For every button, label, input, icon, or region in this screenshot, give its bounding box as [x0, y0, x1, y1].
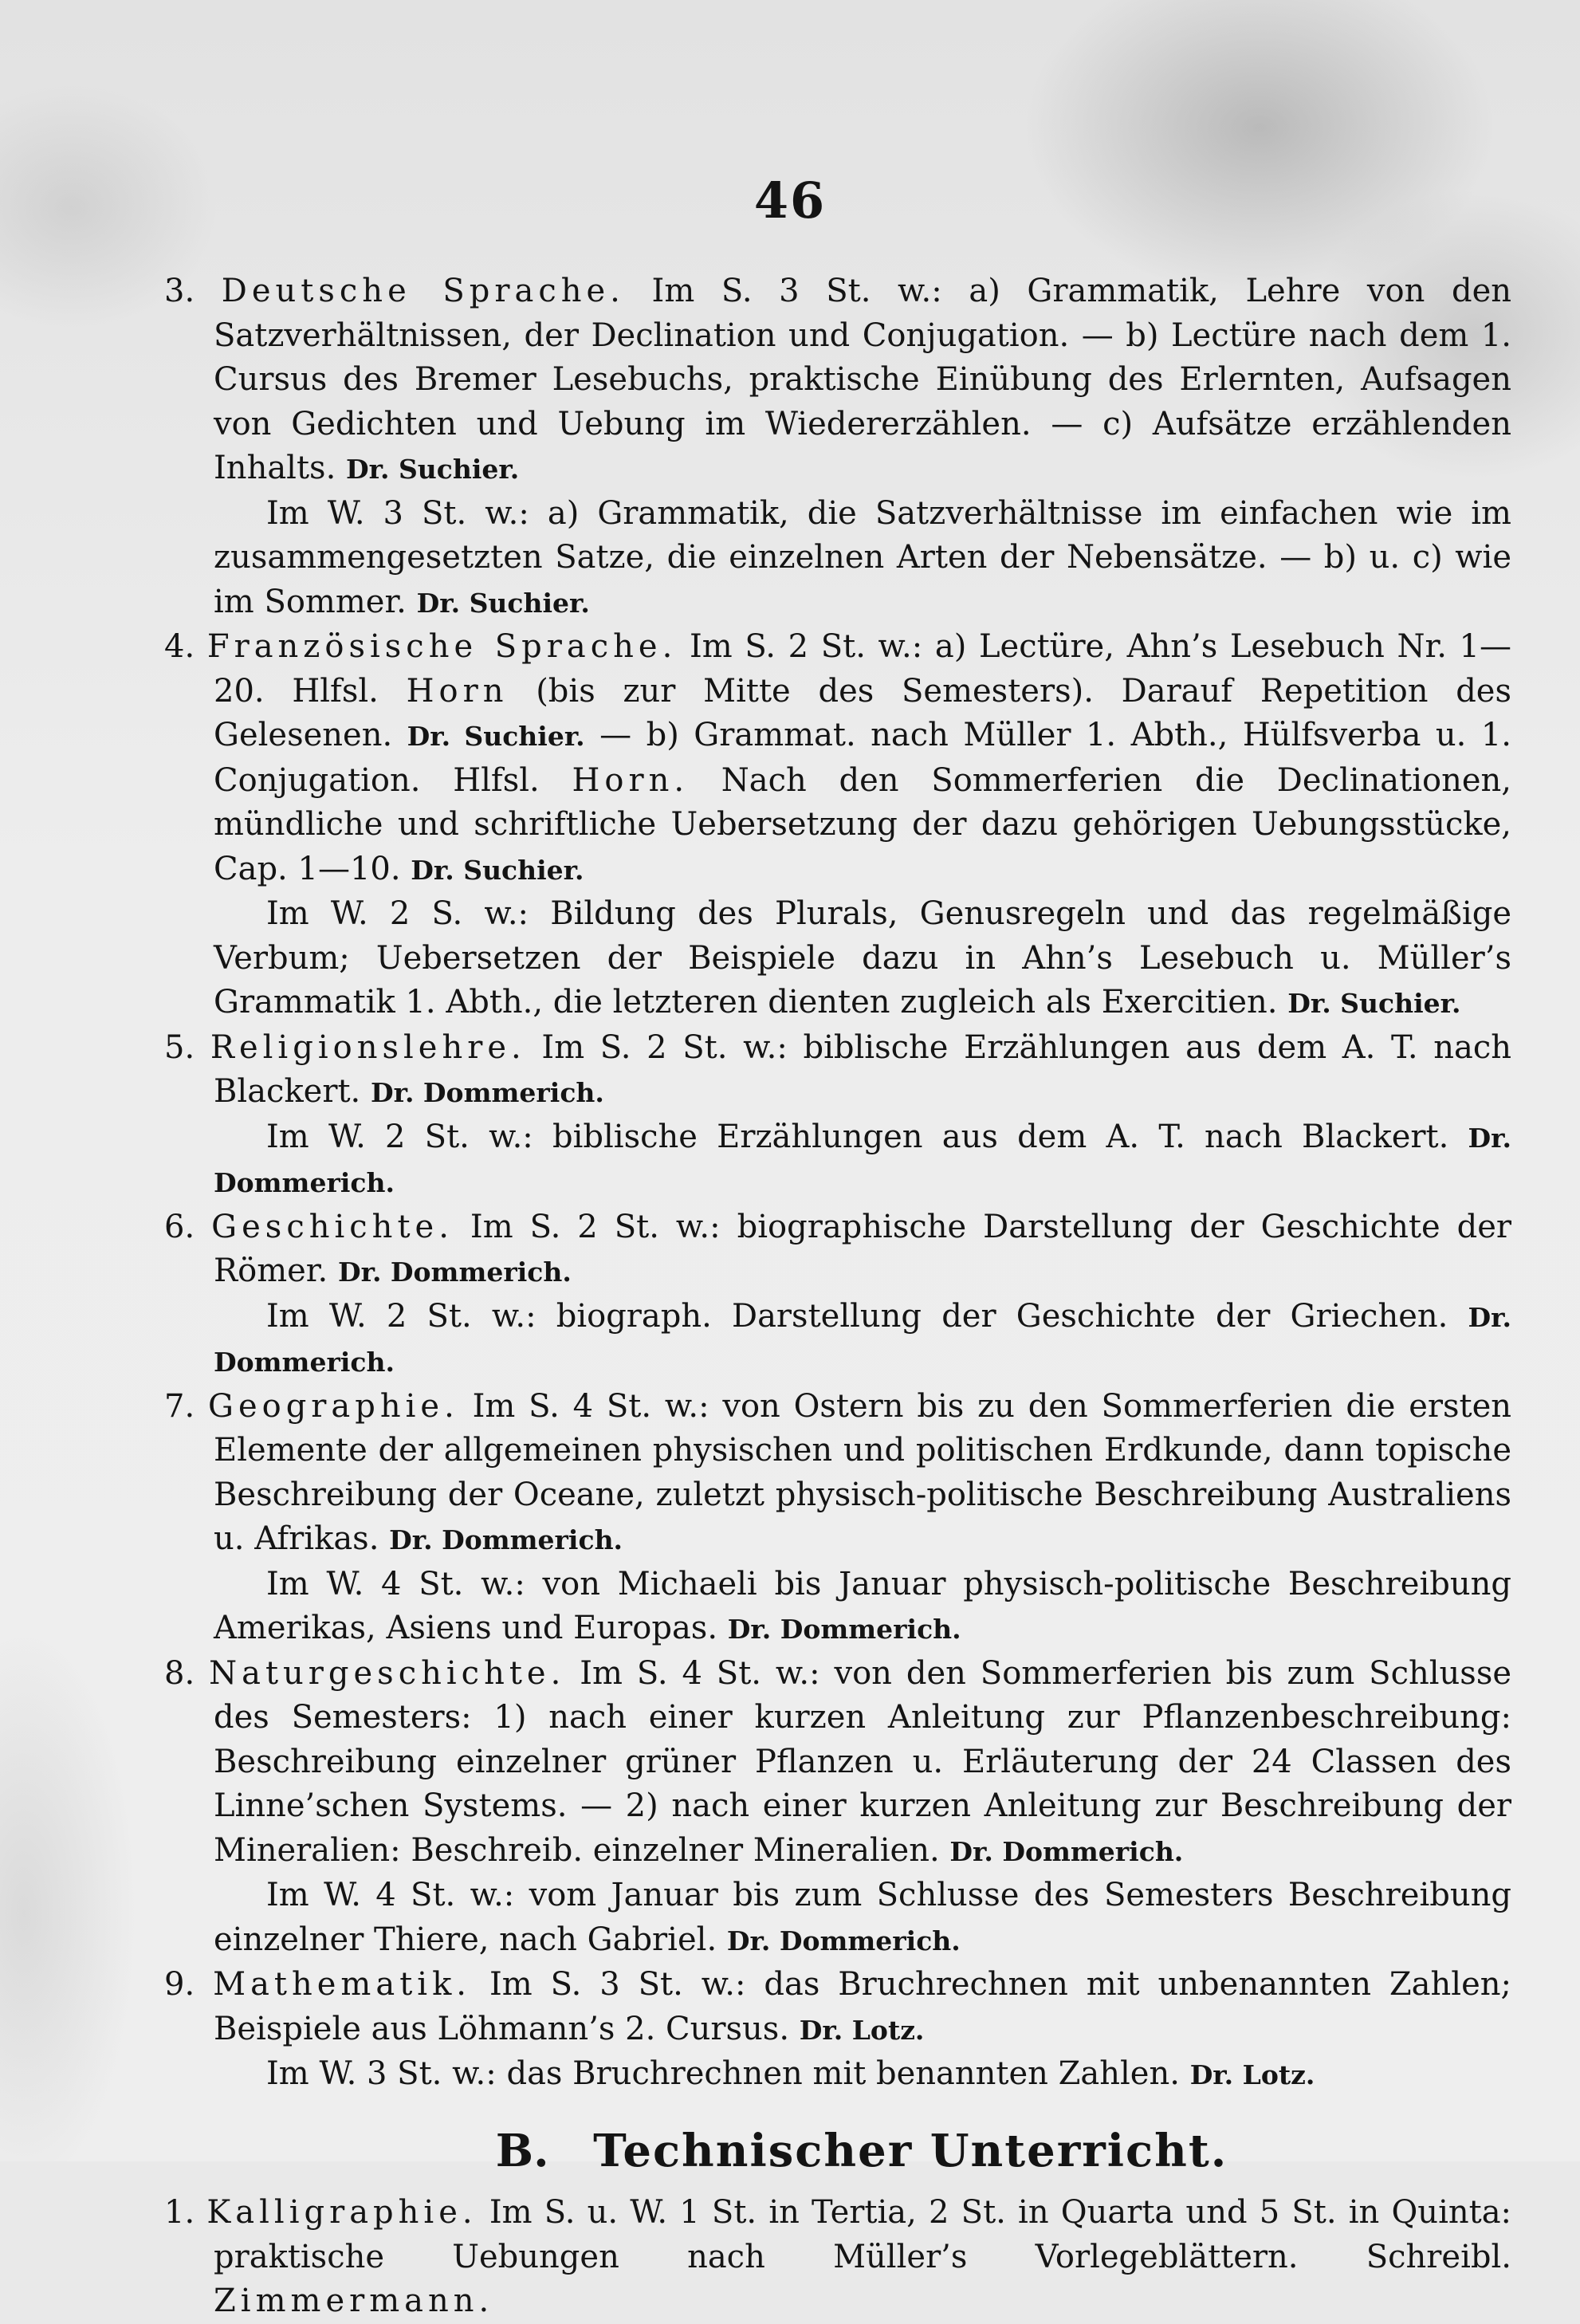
entry-number: 4. — [164, 628, 195, 665]
entry-summer-text: Im S. 3 St. w.: a) Grammatik, Lehre von den Satzverhältnissen, der Declination und Conjugation. — b) Lectüre nach dem 1. Cursus des Bremer Lesebuchs, praktische Einübung des Erlernten, Aufsagen von Gedichten und Uebung im Wiedererzählen. — c) Aufsätze erzählenden Inhalts. — [214, 273, 1511, 486]
entry-summer-text: Im S. 3 St. w.: das Bruchrechnen mit unbenannten Zahlen; Beispiele aus Löhmann’s 2. Cursus. — [214, 1966, 1511, 2047]
entry-teacher: Dr. Suchier. — [1287, 988, 1461, 1019]
entry-subject: Geschichte. — [211, 1208, 454, 1245]
entry-teacher: Dr. Suchier. — [346, 454, 520, 485]
entry-6-winter — [164, 1295, 1511, 1385]
entry-5-summer — [164, 1026, 1511, 1115]
entry-teacher: Dr. Dommerich. — [389, 1524, 623, 1555]
entry-6-summer — [164, 1205, 1511, 1295]
entry-number: 5. — [164, 1028, 195, 1066]
entry-subject: Deutsche Sprache. — [221, 273, 625, 309]
entry-number: 8. — [164, 1654, 195, 1692]
entry-summer-text: Im S. 4 St. w.: von Ostern bis zu den Sommerferien die ersten Elemente der allgemeinen physischen und politischen Erdkunde, dann topische Beschreibung der Oceane, zuletzt physisch-politische Beschreibung Australiens u. Afrikas. — [214, 1387, 1512, 1557]
entry-subject: Geographie. — [207, 1387, 459, 1425]
entry-teacher: Dr. Dommerich. — [337, 1256, 572, 1288]
entry-teacher: Dr. Lotz. — [799, 2014, 925, 2046]
entry-winter-text: Im W. 2 St. w.: biblische Erzählungen aus dem A. T. nach Blackert. — [266, 1118, 1449, 1155]
entry-summer-text: (bis zur Mitte des Semesters). Darauf Repetition des Gelesenen. — [214, 672, 1512, 753]
entry-winter-text: Im W. 3 St. w.: das Bruchrechnen mit benannten Zahlen. — [266, 2055, 1180, 2092]
entry-subject: Kalligraphie. — [206, 2194, 478, 2231]
entry-teacher: Dr. Suchier. — [407, 721, 585, 752]
entry-winter-text: Im W. 4 St. w.: vom Januar bis zum Schlusse des Semesters Beschreibung einzelner Thiere, nach Gabriel. — [214, 1877, 1511, 1958]
page-number: 46 — [753, 171, 827, 230]
section-b-entry-1 — [164, 2191, 1511, 2324]
entry-teacher: Dr. Dommerich. — [726, 1925, 961, 1956]
entry-teacher: Dr. Dommerich. — [370, 1077, 604, 1108]
entry-winter-text: Im W. 2 St. w.: biograph. Darstellung der Geschichte der Griechen. — [266, 1297, 1448, 1335]
entry-8-summer — [164, 1652, 1511, 1874]
body-text — [164, 269, 1511, 2324]
entry-summer-text: Nach den Sommerferien die Declinationen, mündliche und schriftliche Uebersetzung der dazu gehörigen Uebungsstücke, Cap. 1—10. — [214, 761, 1511, 887]
entry-8-winter — [164, 1874, 1511, 1963]
entry-teacher: Dr. Dommerich. — [214, 1301, 1512, 1378]
entry-number: 9. — [164, 1966, 195, 2003]
entry-subject: Religionslehre. — [210, 1028, 526, 1066]
entry-teacher: Dr. Dommerich. — [214, 1122, 1511, 1198]
assistant-teacher-name: Horn — [406, 672, 509, 710]
entry-3-winter — [164, 492, 1511, 626]
entry-teacher: Dr. Dommerich. — [949, 1835, 1184, 1867]
section-heading — [164, 2124, 1511, 2177]
entry-teacher: Dr. Suchier. — [416, 587, 590, 619]
entry-summer-text: Im S. 2 St. w.: a) Lectüre, Ahn’s Lesebuch Nr. 1—20. Hlfsl. — [214, 628, 1511, 710]
assistant-teacher-name: Horn. — [572, 761, 690, 799]
entry-teacher: Zimmermann. — [214, 2283, 494, 2319]
entry-subject: Mathematik. — [213, 1966, 472, 2003]
entry-summer-text: — b) Grammat. nach Müller 1. Abth., Hülfsverba u. 1. Conjugation. Hlfsl. — [214, 717, 1511, 799]
entry-7-winter — [164, 1563, 1511, 1652]
entry-number: 1. — [164, 2194, 195, 2231]
entry-number: 7. — [164, 1387, 195, 1425]
entry-summer-text: Im S. 2 St. w.: biblische Erzählungen aus dem A. T. nach Blackert. — [214, 1028, 1512, 1110]
entry-9-summer — [164, 1963, 1511, 2052]
section-title: Technischer Unterricht. — [593, 2124, 1228, 2177]
entry-text: Im S. u. W. 1 St. in Tertia, 2 St. in Quarta und 5 St. in Quinta: praktische Uebungen nach Müller’s Vorlegeblättern. Schreibl. — [214, 2194, 1512, 2275]
entry-number: 3. — [164, 273, 195, 309]
entry-5-winter — [164, 1115, 1511, 1205]
entry-teacher: Dr. Lotz. — [1189, 2059, 1315, 2090]
entry-teacher: Dr. Dommerich. — [727, 1614, 961, 1645]
entry-winter-text: Im W. 3 St. w.: a) Grammatik, die Satzverhältnisse im einfachen wie im zusammengesetzten Satze, die einzelnen Arten der Nebensätze. — b) u. c) wie im Sommer. — [214, 494, 1511, 620]
entry-number: 6. — [164, 1208, 195, 1245]
entry-4-winter — [164, 892, 1511, 1026]
entry-winter-text: Im W. 2 S. w.: Bildung des Plurals, Genusregeln und das regelmäßige Verbum; Uebersetzen der Beispiele dazu in Ahn’s Lesebuch u. Müller’s Grammatik 1. Abth., die letzteren dienten zugleich als Exercitien. — [214, 895, 1511, 1020]
section-letter: B. — [495, 2124, 549, 2177]
entry-subject: Französische Sprache. — [206, 628, 678, 665]
entry-teacher: Dr. Suchier. — [411, 854, 584, 886]
entry-subject: Naturgeschichte. — [209, 1654, 566, 1692]
entry-7-summer — [164, 1385, 1511, 1563]
entry-9-winter — [164, 2052, 1511, 2098]
entry-4-summer — [164, 625, 1511, 892]
entry-winter-text: Im W. 4 St. w.: von Michaeli bis Januar physisch-politische Beschreibung Amerikas, Asiens und Europas. — [214, 1565, 1511, 1646]
entry-3-summer — [164, 269, 1511, 492]
entry-summer-text: Im S. 4 St. w.: von den Sommerferien bis zum Schlusse des Semesters: 1) nach einer kurzen Anleitung zur Pflanzenbeschreibung: Beschreibung einzelner grüner Pflanzen u. Erläuterung der 24 Classen des Linne’schen Systems. — 2) nach einer kurzen Anleitung zur Beschreibung der Mineralien: Beschreib. einzelner Mineralien. — [214, 1654, 1512, 1869]
entry-summer-text: Im S. 2 St. w.: biographische Darstellung der Geschichte der Römer. — [214, 1208, 1512, 1289]
